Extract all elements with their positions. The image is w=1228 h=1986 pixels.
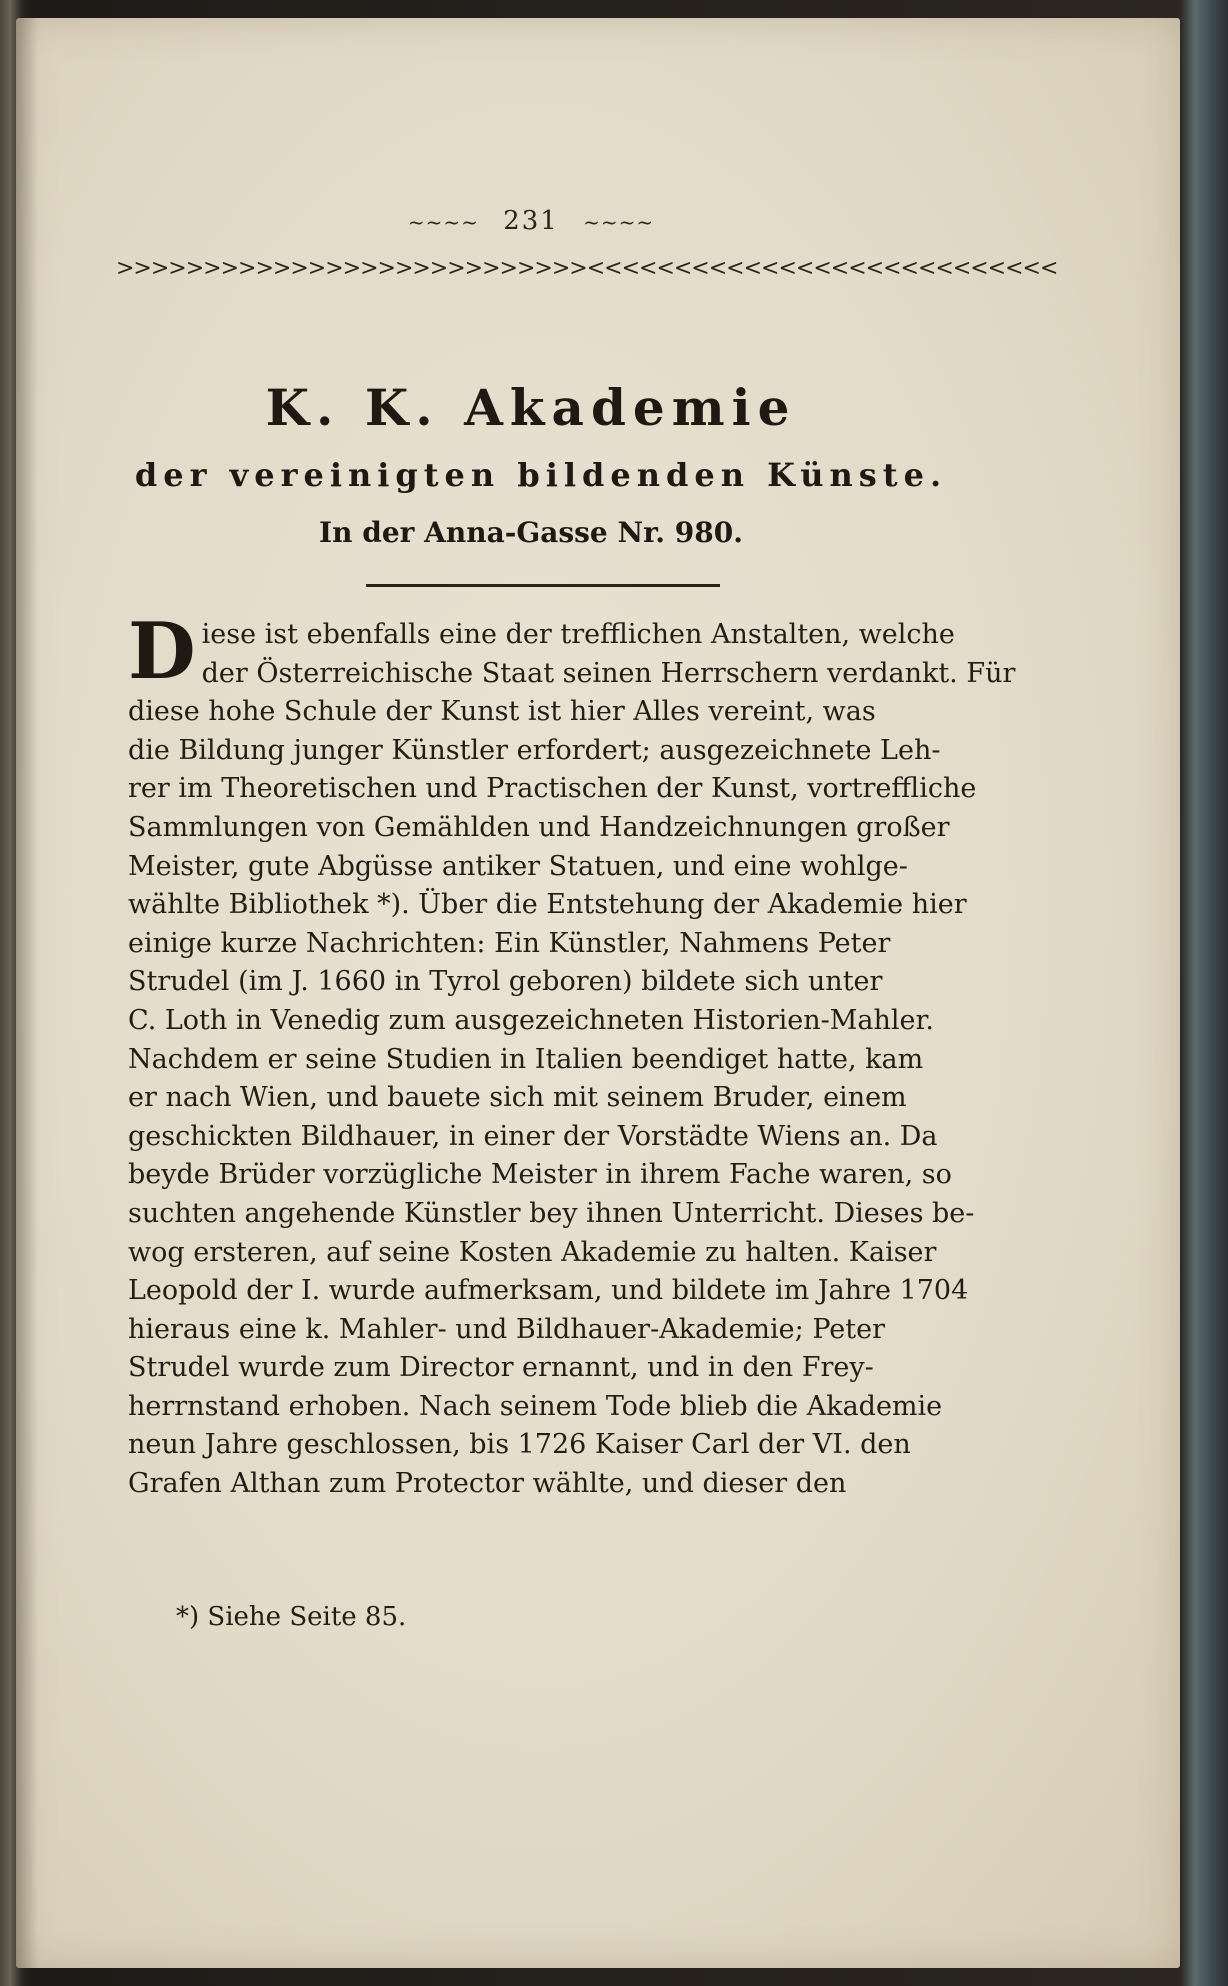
text-line: Strudel (im J. 1660 in Tyrol geboren) bildete sich unter: [128, 966, 883, 998]
text-line: Leopold der I. wurde aufmerksam, und bildete im Jahre 1704: [128, 1275, 969, 1307]
text-line: Sammlungen von Gemählden und Handzeichnungen großer: [128, 811, 950, 843]
drop-cap: D: [128, 606, 196, 697]
text-line: hieraus eine k. Mahler- und Bildhauer-Akademie; Peter: [128, 1313, 885, 1345]
text-line: Meister, gute Abgüsse antiker Statuen, und eine wohlge-: [128, 850, 908, 882]
body-paragraph: [128, 606, 1016, 1504]
text-line: Grafen Althan zum Protector wählte, und dieser den: [128, 1468, 847, 1500]
text-line: suchten angehende Künstler bey ihnen Unterricht. Dieses be-: [128, 1197, 975, 1229]
book-page: [16, 18, 1180, 1968]
page-number: 231: [503, 206, 559, 236]
text-line: herrnstand erhoben. Nach seinem Tode blieb die Akademie: [128, 1390, 943, 1422]
text-line: Nachdem er seine Studien in Italien beendiget hatte, kam: [128, 1043, 924, 1075]
text-line: Strudel wurde zum Director ernannt, und in den Frey-: [128, 1352, 874, 1384]
text-line: wählte Bibliothek *). Über die Entstehung der Akademie hier: [128, 889, 967, 921]
text-line: rer im Theoretischen und Practischen der Kunst, vortreffliche: [128, 773, 977, 805]
text-line: C. Loth in Venedig zum ausgezeichneten Historien-Mahler.: [128, 1004, 934, 1036]
text-line: die Bildung junger Künstler erfordert; ausgezeichnete Leh-: [128, 734, 941, 766]
text-line: geschickten Bildhauer, in einer der Vorstädte Wiens an. Da: [128, 1120, 938, 1152]
header-ornament-left: ~~~~: [407, 210, 479, 234]
footnote: *) Siehe Seite 85.: [176, 1602, 407, 1632]
text-line: beyde Brüder vorzügliche Meister in ihrem Fache waren, so: [128, 1159, 952, 1191]
text-line: diese hohe Schule der Kunst ist hier Alles vereint, was: [128, 696, 876, 728]
chapter-title: K. K. Akademie: [265, 378, 797, 437]
section-divider: [366, 584, 720, 587]
text-line: neun Jahre geschlossen, bis 1726 Kaiser Carl der VI. den: [128, 1429, 911, 1461]
text-line: wog ersteren, auf seine Kosten Akademie zu halten. Kaiser: [128, 1236, 937, 1268]
text-line: er nach Wien, und bauete sich mit seinem Bruder, einem: [128, 1082, 907, 1114]
arrow-rule-ornament: >>>>>>>>>>>>>>>>>>>>>>>>>>><<<<<<<<<<<<<<<<<<<<<<<<<<<: [116, 256, 1058, 281]
text-line: iese ist ebenfalls eine der trefflichen Anstalten, welche: [201, 619, 955, 650]
gutter-shadow: [16, 18, 38, 1968]
chapter-subtitle: der vereinigten bildenden Künste.: [134, 456, 948, 494]
header-ornament-right: ~~~~: [583, 210, 655, 234]
page-header: [16, 206, 1046, 236]
text-line: der Österreichische Staat seinen Herrschern verdankt. Für: [201, 657, 1016, 689]
address-line: In der Anna-Gasse Nr. 980.: [319, 516, 743, 549]
text-line: einige kurze Nachrichten: Ein Künstler, Nahmens Peter: [128, 927, 891, 959]
